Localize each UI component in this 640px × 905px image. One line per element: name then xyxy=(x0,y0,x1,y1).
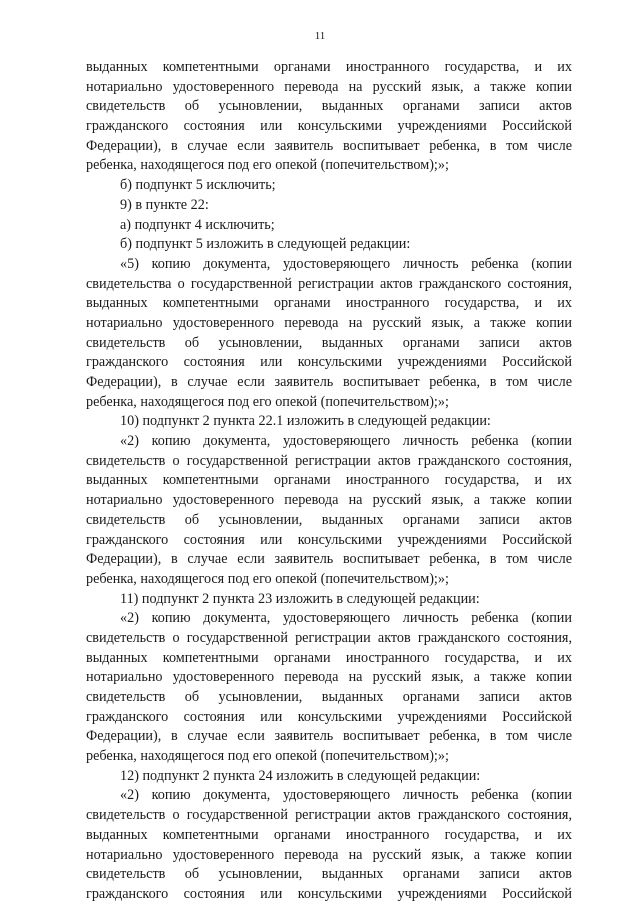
text-line: свидетельств о государственной регистрации актов гражданского состояния, xyxy=(86,807,572,824)
page-number: 11 xyxy=(314,30,326,42)
text-line: свидетельств об усыновлении, выданных органами записи актов xyxy=(86,866,572,883)
text-line: «2) копию документа, удостоверяющего личность ребенка (копии xyxy=(120,433,572,450)
text-line: гражданского состояния или консульскими учреждениями Российской xyxy=(86,885,572,902)
text-line: свидетельств о государственной регистрации актов гражданского состояния, xyxy=(86,452,572,469)
text-line: а) подпункт 4 исключить; xyxy=(120,216,275,233)
text-line: ребенка, находящегося под его опекой (попечительством);»; xyxy=(86,157,449,174)
text-line: ребенка, находящегося под его опекой (попечительством);»; xyxy=(86,748,449,765)
text-line: свидетельства о государственной регистрации актов гражданского состояния, xyxy=(86,275,572,292)
text-line: свидетельств о государственной регистрации актов гражданского состояния, xyxy=(86,629,572,646)
text-line: свидетельств об усыновлении, выданных органами записи актов xyxy=(86,334,572,351)
document-body xyxy=(86,58,572,905)
text-line: Федерации), в случае если заявитель воспитывает ребенка, в том числе xyxy=(86,551,572,568)
text-line: ребенка, находящегося под его опекой (попечительством);»; xyxy=(86,393,449,410)
text-line: нотариально удостоверенного перевода на русский язык, а также копии xyxy=(86,314,572,331)
text-line: нотариально удостоверенного перевода на русский язык, а также копии xyxy=(86,669,572,686)
text-line: 9) в пункте 22: xyxy=(120,196,209,213)
text-line: ребенка, находящегося под его опекой (попечительством);»; xyxy=(86,570,449,587)
text-line: гражданского состояния или консульскими учреждениями Российской xyxy=(86,118,572,135)
text-line: выданных компетентными органами иностранного государства, и их xyxy=(86,649,572,666)
text-line: «5) копию документа, удостоверяющего личность ребенка (копии xyxy=(120,255,572,272)
text-line: «2) копию документа, удостоверяющего личность ребенка (копии xyxy=(120,610,572,627)
text-line: 12) подпункт 2 пункта 24 изложить в следующей редакции: xyxy=(120,767,481,784)
text-line: 10) подпункт 2 пункта 22.1 изложить в следующей редакции: xyxy=(120,413,491,430)
text-line: свидетельств об усыновлении, выданных органами записи актов xyxy=(86,98,572,115)
text-line: 11) подпункт 2 пункта 23 изложить в следующей редакции: xyxy=(120,590,480,607)
text-line: выданных компетентными органами иностранного государства, и их xyxy=(86,472,572,489)
text-line: Федерации), в случае если заявитель воспитывает ребенка, в том числе xyxy=(86,374,572,390)
text-line: Федерации), в случае если заявитель воспитывает ребенка, в том числе xyxy=(86,728,572,745)
text-line: свидетельств об усыновлении, выданных органами записи актов xyxy=(86,689,572,705)
text-line: гражданского состояния или консульскими учреждениями Российской xyxy=(86,354,572,371)
text-line: выданных компетентными органами иностранного государства, и их xyxy=(86,826,572,843)
text-line: нотариально удостоверенного перевода на русский язык, а также копии xyxy=(86,846,572,863)
text-line: свидетельств об усыновлении, выданных органами записи актов xyxy=(86,511,572,528)
text-line: гражданского состояния или консульскими учреждениями Российской xyxy=(86,708,572,725)
text-line: гражданского состояния или консульскими учреждениями Российской xyxy=(86,531,572,548)
text-line: б) подпункт 5 исключить; xyxy=(120,177,276,194)
text-line: выданных компетентными органами иностранного государства, и их xyxy=(86,59,572,75)
text-line: нотариально удостоверенного перевода на русский язык, а также копии xyxy=(86,492,572,509)
text-line: Федерации), в случае если заявитель воспитывает ребенка, в том числе xyxy=(86,137,572,154)
text-line: б) подпункт 5 изложить в следующей редакции: xyxy=(120,236,411,253)
text-line: нотариально удостоверенного перевода на русский язык, а также копии xyxy=(86,78,572,95)
text-line: «2) копию документа, удостоверяющего личность ребенка (копии xyxy=(120,787,572,804)
text-line: выданных компетентными органами иностранного государства, и их xyxy=(86,295,572,312)
